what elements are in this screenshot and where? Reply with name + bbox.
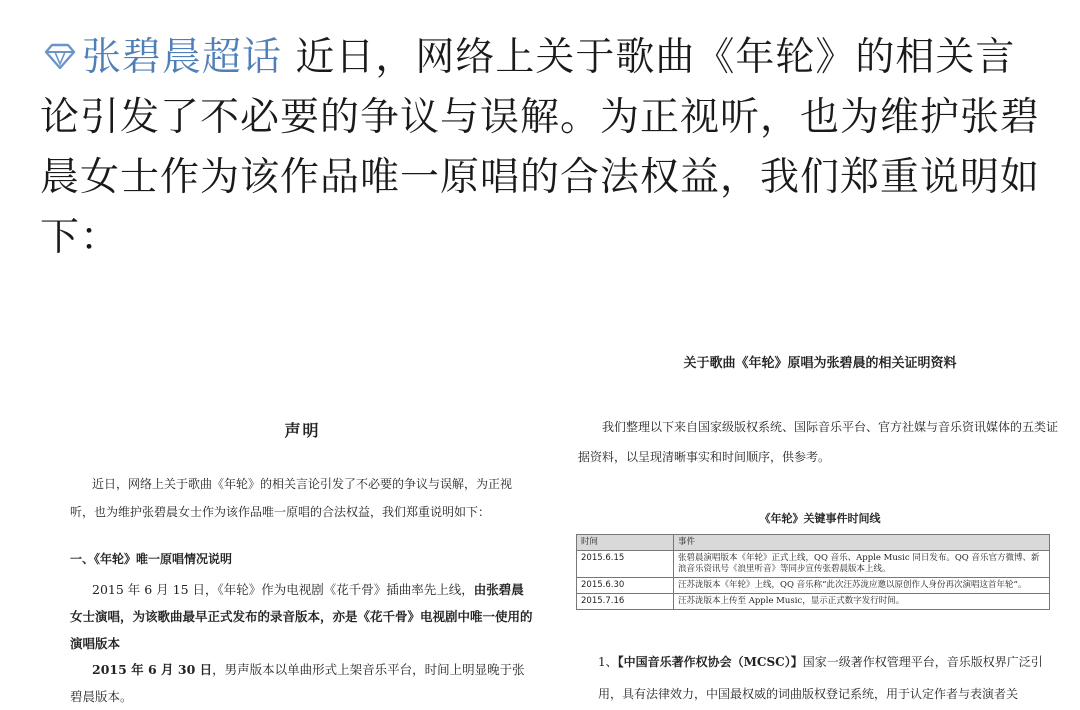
paragraph-text: ，男声版本以单曲形式上架音乐平台，时间上明显晚于张碧晨版本。 xyxy=(70,662,525,704)
paragraph-1 xyxy=(70,576,535,657)
column-header-date: 时间 xyxy=(577,535,674,551)
document-title: 声明 xyxy=(284,421,321,440)
organization-name: 【中国音乐著作权协会（MCSC）】 xyxy=(617,655,803,669)
timeline-table xyxy=(576,534,1050,610)
table-row xyxy=(577,578,1050,594)
document-title: 关于歌曲《年轮》原唱为张碧晨的相关证明资料 xyxy=(683,356,957,371)
column-header-event: 事件 xyxy=(674,535,1050,551)
statement-document xyxy=(40,300,565,708)
paragraph-text: 国家一级著作权管理平台，音乐版权界广泛引用，具有法律效力，中国最权威的词曲版权登记系统，用于认定作者与表演者关 xyxy=(598,655,1043,701)
weibo-post-text xyxy=(40,28,1040,268)
paragraph-date: 2015 年 6 月 30 日 xyxy=(92,662,213,677)
document-intro: 我们整理以下来自国家级版权系统、国际音乐平台、官方社媒与音乐资讯媒体的五类证据资料，以呈现清晰事实和时间顺序，供参考。 xyxy=(578,420,1059,464)
row-date: 2015.6.30 xyxy=(577,578,674,594)
row-event: 汪苏泷版本上传至 Apple Music，显示正式数字发行时间。 xyxy=(674,594,1050,610)
list-number: 1、 xyxy=(598,655,618,669)
row-event: 汪苏泷版本《年轮》上线，QQ 音乐称“此次汪苏泷应邀以原创作人身份再次演唱这首年轮”。 xyxy=(674,578,1050,594)
timeline-title: 《年轮》关键事件时间线 xyxy=(759,512,881,525)
evidence-document xyxy=(560,300,1080,708)
table-header-row xyxy=(577,535,1050,551)
row-event: 张碧晨演唱版本《年轮》正式上线，QQ 音乐、Apple Music 同日发布。QQ 音乐官方微博、新浪音乐资讯号《浪里听音》等同步宣传张碧晨版本上线。 xyxy=(674,551,1050,578)
paragraph-2 xyxy=(70,656,535,710)
paragraph-text: 2015 年 6 月 15 日，《年轮》作为电视剧《花千骨》插曲率先上线， xyxy=(92,582,474,597)
post-body: 近日，网络上关于歌曲《年轮》的相关言论引发了不必要的争议与误解。为正视听，也为维护张碧晨女士作为该作品唯一原唱的合法权益，我们郑重说明如下： xyxy=(40,35,1041,260)
paragraph-bold-text: 由张碧晨女士演唱，为该歌曲最早正式发布的录音版本，亦是《花千骨》电视剧中唯一使用的演唱版本 xyxy=(70,582,533,651)
diamond-icon xyxy=(40,30,80,60)
section-heading: 一、《年轮》唯一原唱情况说明 xyxy=(70,552,233,566)
document-intro: 近日，网络上关于歌曲《年轮》的相关言论引发了不必要的争议与误解，为正视听，也为维护张碧晨女士作为该作品唯一原唱的合法权益，我们郑重说明如下： xyxy=(70,477,513,519)
table-row xyxy=(577,594,1050,610)
table-row xyxy=(577,551,1050,578)
evidence-paragraph-1 xyxy=(598,646,1058,710)
row-date: 2015.6.15 xyxy=(577,551,674,578)
row-date: 2015.7.16 xyxy=(577,594,674,610)
topic-link[interactable]: 张碧晨超话 xyxy=(82,35,283,80)
